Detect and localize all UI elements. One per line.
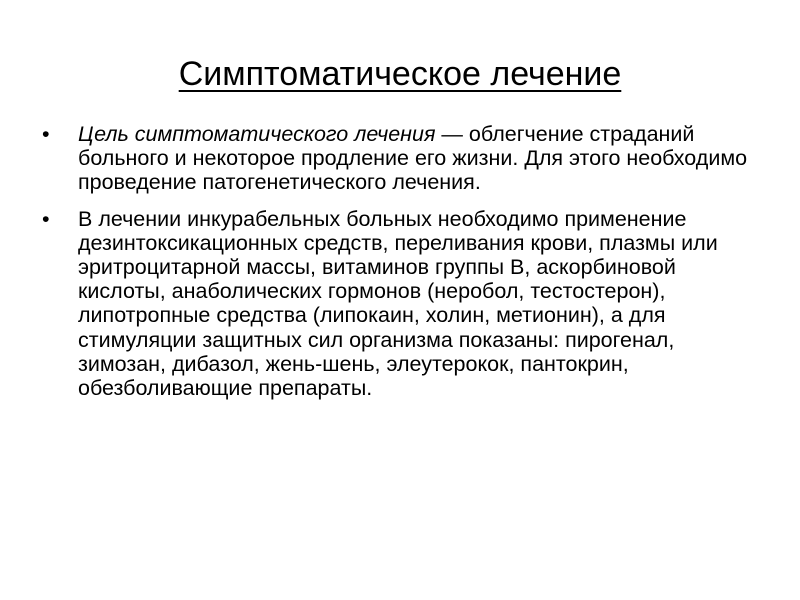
bullet-list	[40, 122, 760, 412]
bullet-marker: •	[42, 122, 50, 146]
bullet-marker: •	[42, 206, 50, 231]
bullet-text: — облегчение страданий больного и некоторое продление его жизни. Для этого необходимо проведение патогенетического лечения.	[78, 122, 748, 195]
bullet-italic-lead: Цель симптоматического лечения	[78, 122, 436, 146]
bullet-text: В лечении инкурабельных больных необходимо применение дезинтоксикационных средств, переливания крови, плазмы или эритроцитарной массы, витаминов группы В, аскорбиновой кислоты, анаболических гормонов (неробол, тестостерон), липотропные средства (липокаин, холин, метионин), а для стимуляции защитных сил организма показаны: пирогенал, зимозан, дибазол, жень-шень, элеутерокок, пантокрин, обезболивающие препараты.	[78, 206, 718, 401]
bullet-item-treatment	[40, 207, 760, 401]
slide-title: Симптоматическое лечение	[178, 55, 622, 93]
bullet-item-goal	[40, 122, 760, 195]
